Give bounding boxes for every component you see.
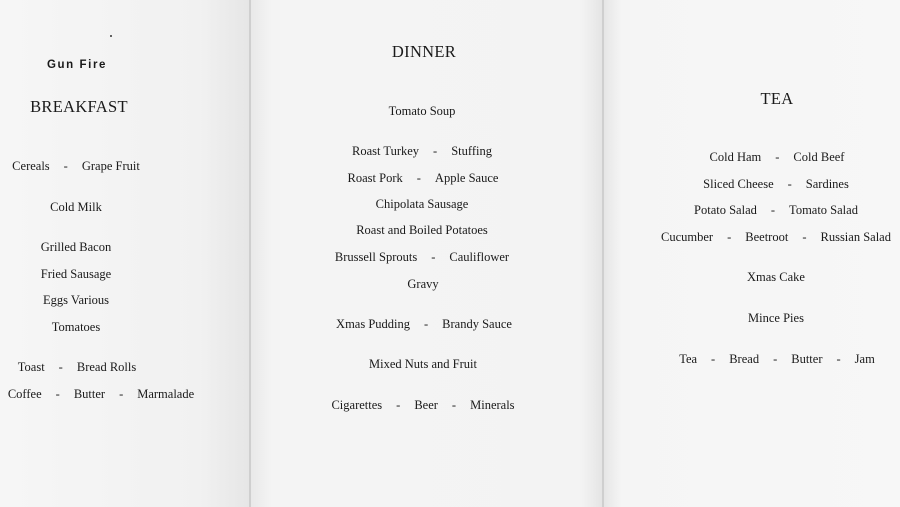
menu-item: Cold Milk [50, 200, 102, 214]
dinner-menu-line [356, 224, 488, 237]
menu-item: Beer [414, 398, 438, 412]
menu-item: Russian Salad [820, 230, 891, 244]
menu-item: Gravy [407, 277, 439, 291]
dash-separator: - [416, 171, 421, 185]
menu-item: Grape Fruit [81, 159, 140, 173]
menu-item: Cucumber [661, 230, 714, 244]
dash-separator: - [55, 387, 60, 401]
dash-separator: - [787, 177, 792, 191]
menu-item: Butter [73, 387, 106, 401]
menu-item: Toast [17, 360, 45, 374]
dinner-menu-line [407, 278, 438, 291]
menu-item: Tomato Soup [388, 104, 456, 118]
dinner-menu-line [331, 399, 514, 412]
menu-item: Minerals [470, 398, 515, 412]
dash-separator: - [802, 230, 807, 244]
dinner-menu-line [348, 172, 499, 185]
tea-menu-line [694, 204, 858, 217]
dash-separator: - [711, 352, 716, 366]
dash-separator: - [773, 352, 778, 366]
tea-panel [604, 0, 900, 507]
dash-separator: - [775, 150, 780, 164]
tea-menu-line [679, 353, 875, 366]
menu-item: Chipolata Sausage [375, 197, 469, 211]
tea-heading: TEA [760, 89, 794, 108]
menu-item: Roast Pork [347, 171, 403, 185]
gun-fire-label: Gun Fire [46, 59, 108, 71]
dash-separator: - [431, 250, 436, 264]
menu-item: Mixed Nuts and Fruit [369, 357, 477, 371]
dash-separator: - [424, 317, 429, 331]
menu-item: Eggs Various [42, 293, 110, 307]
menu-item: Cold Beef [793, 150, 845, 164]
breakfast-menu-line [43, 294, 109, 307]
dash-separator: - [119, 387, 124, 401]
dinner-menu-line [336, 318, 512, 331]
breakfast-menu-line [41, 268, 111, 281]
fold-crease-left [249, 0, 251, 507]
breakfast-menu-line [52, 321, 100, 334]
dash-separator: - [396, 398, 401, 412]
menu-item: Sliced Cheese [703, 177, 774, 191]
dinner-menu-line [376, 198, 469, 211]
menu-item: Coffee [7, 387, 42, 401]
menu-item: Tomatoes [51, 320, 101, 334]
menu-item: Cauliflower [449, 250, 510, 264]
menu-item: Roast and Boiled Potatoes [356, 223, 488, 237]
tea-menu-line [710, 151, 845, 164]
menu-item: Cigarettes [331, 398, 383, 412]
tea-menu-line [748, 312, 804, 325]
tea-menu-line [661, 231, 891, 244]
menu-item: Jam [854, 352, 875, 366]
breakfast-menu-line [8, 388, 194, 401]
fold-crease-right [602, 0, 604, 507]
menu-item: Roast Turkey [352, 144, 420, 158]
dinner-menu-line [335, 251, 509, 264]
menu-item: Beetroot [745, 230, 789, 244]
menu-item: Tea [679, 352, 698, 366]
menu-item: Xmas Cake [747, 270, 805, 284]
tea-menu-line [747, 271, 805, 284]
dash-separator: - [433, 144, 438, 158]
dinner-menu-line [352, 145, 492, 158]
dash-separator: - [727, 230, 732, 244]
menu-item: Butter [791, 352, 823, 366]
dinner-menu-line [369, 358, 477, 371]
menu-item: Cold Ham [709, 150, 762, 164]
dinner-heading: DINNER [391, 42, 457, 61]
ink-speck [110, 35, 112, 37]
menu-item: Xmas Pudding [336, 317, 411, 331]
menu-item: Brandy Sauce [442, 317, 512, 331]
dash-separator: - [770, 203, 776, 217]
menu-item: Bread [729, 352, 760, 366]
tea-menu-line [703, 178, 849, 191]
menu-item: Tomato Salad [789, 203, 858, 217]
menu-item: Potato Salad [694, 203, 757, 217]
dinner-menu-line [389, 105, 456, 118]
menu-item: Cereals [12, 159, 50, 173]
menu-item: Sardines [805, 177, 849, 191]
menu-item: Marmalade [137, 387, 195, 401]
dash-separator: - [63, 159, 68, 173]
breakfast-menu-line [41, 241, 111, 254]
breakfast-menu-line [12, 160, 140, 173]
dash-separator: - [836, 352, 841, 366]
menu-item: Fried Sausage [40, 267, 112, 281]
menu-item: Apple Sauce [434, 171, 499, 185]
menu-item: Stuffing [451, 144, 492, 158]
menu-item: Grilled Bacon [40, 240, 112, 254]
breakfast-menu-line [18, 361, 136, 374]
breakfast-heading: BREAKFAST [30, 97, 128, 116]
menu-item: Mince Pies [748, 311, 804, 325]
menu-item: Bread Rolls [76, 360, 137, 374]
dash-separator: - [451, 398, 457, 412]
menu-item: Brussell Sprouts [334, 250, 418, 264]
breakfast-menu-line [50, 201, 102, 214]
breakfast-panel [0, 0, 250, 507]
dash-separator: - [58, 360, 63, 374]
